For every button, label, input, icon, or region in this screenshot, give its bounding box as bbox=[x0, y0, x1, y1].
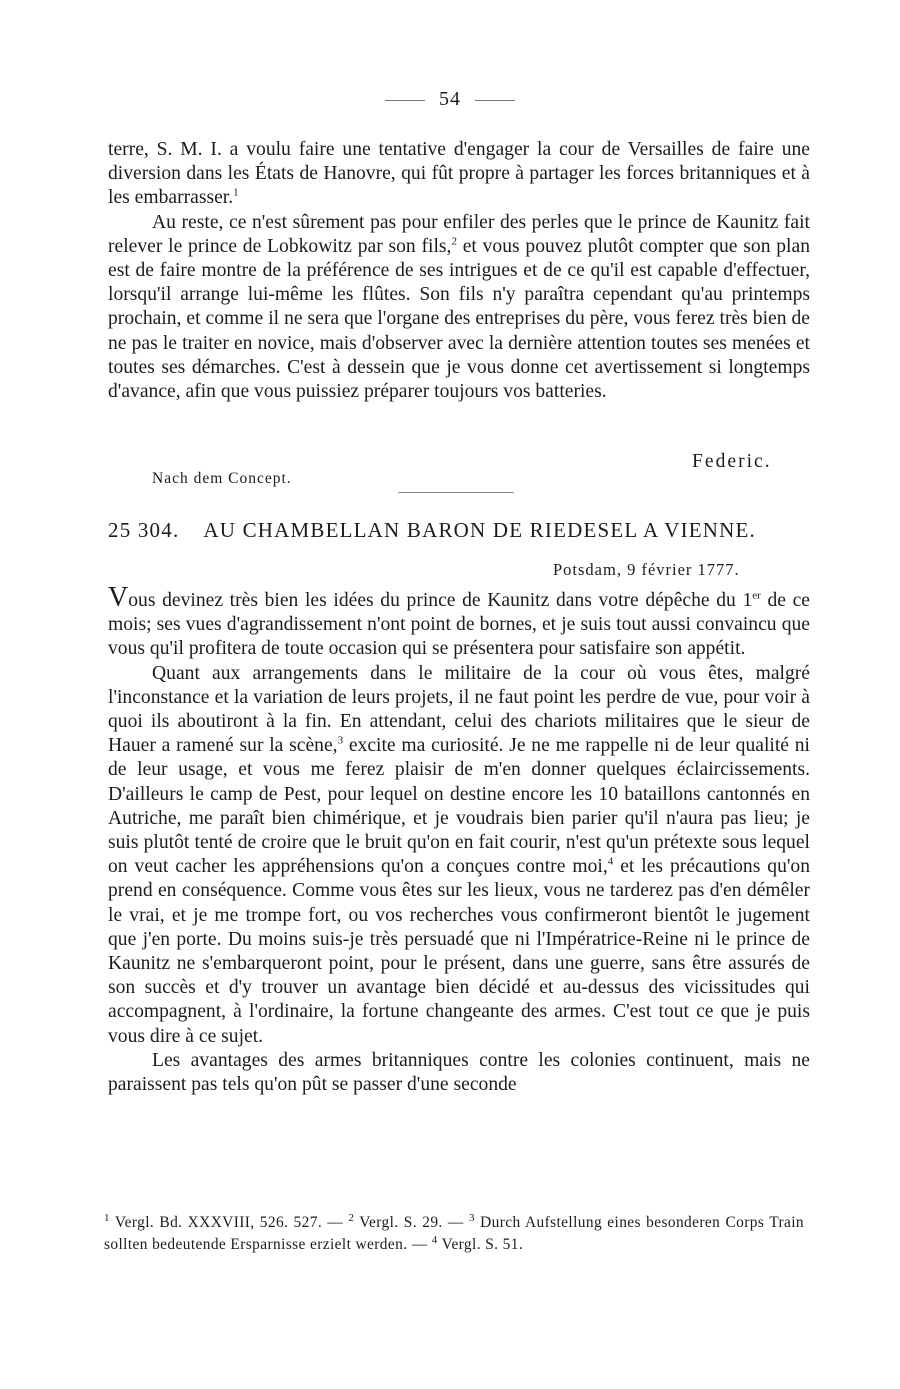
letter-2-paragraph-2-text-c: et les précautions qu'on prend en conséquence. Comme vous êtes sur les lieux, vous ne tarderez pas d'en démêler le vrai, et je me trompe fort, ou vos recherches vous confirmeront bientôt le jugement que j'en porte. Du moins suis-je très persuadé que ni l'Impératrice-Reine ni le prince de Kaunitz ne s'embarqueront point, pour le présent, dans une guerre, sans être assurés de son succès et d'y trouver un avantage bien décidé et au-dessus des vicissitudes qui accompagnent, à l'ordinaire, la fortune changeante des armes. C'est tout ce que je puis vous dire à ce sujet. bbox=[108, 856, 810, 1047]
footnotes bbox=[104, 1212, 804, 1255]
page-number-rule-right bbox=[475, 100, 515, 101]
footnote-separator-2: — bbox=[442, 1214, 469, 1231]
letter-2-paragraph-2 bbox=[108, 662, 810, 1049]
footnote-3: Durch Aufstellung eines besonderen Corps Train sollten bedeutende Ersparnisse erzielt werden. bbox=[104, 1214, 804, 1253]
footnote-1: Vergl. Bd. XXXVIII, 526. 527. bbox=[114, 1214, 323, 1231]
ordinal-superscript: er bbox=[752, 589, 761, 602]
footnote-separator-1: — bbox=[322, 1214, 349, 1231]
dateline: Potsdam, 9 février 1777. bbox=[553, 560, 740, 579]
letter-2-paragraph-3: Les avantages des armes britanniques contre les colonies continuent, mais ne paraissent pas tels qu'on pût se passer d'une seconde bbox=[108, 1049, 810, 1096]
source-note: Nach dem Concept. bbox=[152, 470, 292, 487]
footnote-ref-2: 2 bbox=[451, 235, 457, 248]
footnote-ref-1: 1 bbox=[233, 186, 239, 199]
letter-1-body bbox=[108, 138, 810, 404]
letter-1-paragraph-2-text-a: Au reste, ce n'est sûrement pas pour enfiler des perles que le prince de Kaunitz fait relever le prince de Lobkowitz par son fils, bbox=[108, 211, 810, 257]
drop-cap: V bbox=[108, 582, 129, 613]
footnote-4: Vergl. S. 51. bbox=[441, 1235, 524, 1253]
footnote-mark-2: 2 bbox=[348, 1211, 355, 1224]
page-number-text: 54 bbox=[439, 88, 461, 110]
letter-2-paragraph-1-text-b: de ce mois; ses vues d'agrandissement n'ont point de bornes, et je suis tout aussi convaincu que vous qu'il profitera de toute occasion qui se présentera pour satisfaire son appétit. bbox=[108, 590, 810, 660]
page-number bbox=[0, 88, 900, 111]
footnote-ref-3: 3 bbox=[337, 734, 344, 747]
footnote-mark-3: 3 bbox=[468, 1211, 475, 1224]
letter-2-paragraph-2-text-a: Quant aux arrangements dans le militaire de la cour où vous êtes, malgré l'inconstance et la variation de leurs projets, il ne faut point les perdre de vue, pour voir à quoi ils aboutiront à la fin. En attendant, celui des chariots militaires que le sieur de Hauer a ramené sur la scène, bbox=[108, 662, 810, 757]
letter-number: 25 304. bbox=[108, 518, 180, 542]
letter-1-paragraph-2-text-b: et vous pouvez plutôt compter que son plan est de faire montre de la préférence de ses intrigues et de ce qu'il est capable d'effectuer, lorsqu'il arrange lui-même les flûtes. Son fils n'y paraîtra cependant qu'au printemps prochain, et comme il ne sera que l'organe des entreprises du père, vous ferez très bien de ne pas le traiter en novice, mais d'observer avec la dernière attention toutes ses menées et toutes ses démarches. C'est à dessein que je vous donne cet avertissement si longtemps d'avance, afin que vous puissiez préparer toujours vos batteries. bbox=[108, 235, 810, 403]
letter-2-heading bbox=[108, 518, 810, 543]
letter-1-paragraph-2 bbox=[108, 211, 810, 405]
page-number-rule-left bbox=[385, 100, 425, 101]
footnote-2: Vergl. S. 29. bbox=[359, 1214, 443, 1231]
signature: Federic. bbox=[692, 451, 772, 472]
letter-2-body bbox=[108, 582, 810, 1097]
footnote-ref-4: 4 bbox=[607, 855, 614, 868]
letter-2-paragraph-1 bbox=[108, 582, 810, 662]
letter-1-paragraph-1 bbox=[108, 138, 810, 211]
footnote-mark-1: 1 bbox=[104, 1211, 110, 1224]
footnote-mark-4: 4 bbox=[431, 1233, 438, 1246]
letter-title: AU CHAMBELLAN BARON DE RIEDESEL A VIENNE. bbox=[203, 518, 757, 542]
letter-2-paragraph-1-text-a: ous devinez très bien les idées du prince de Kaunitz dans votre dépêche du 1 bbox=[128, 590, 753, 611]
section-divider bbox=[398, 492, 514, 493]
footnote-separator-3: — bbox=[407, 1235, 432, 1253]
letter-1-paragraph-1-text: terre, S. M. I. a voulu faire une tentative d'engager la cour de Versailles de faire une diversion dans les États de Hanovre, qui fût propre à partager les forces britanniques et à les embarrasser. bbox=[108, 139, 810, 209]
letter-2-paragraph-2-text-b: excite ma curiosité. Je ne me rappelle ni de leur qualité ni de leur usage, et vous me ferez plaisir de m'en donner quelques éclaircissements. D'ailleurs le camp de Pest, pour lequel on destine encore les 10 bataillons cantonnés en Autriche, me paraît bien chimérique, et je voudrais bien parier qu'il n'aura pas lieu; je suis plutôt tenté de croire que le bruit qu'on en fait courir, n'est qu'un prétexte sous lequel on veut cacher les appréhensions qu'on a conçues contre moi, bbox=[108, 735, 810, 878]
